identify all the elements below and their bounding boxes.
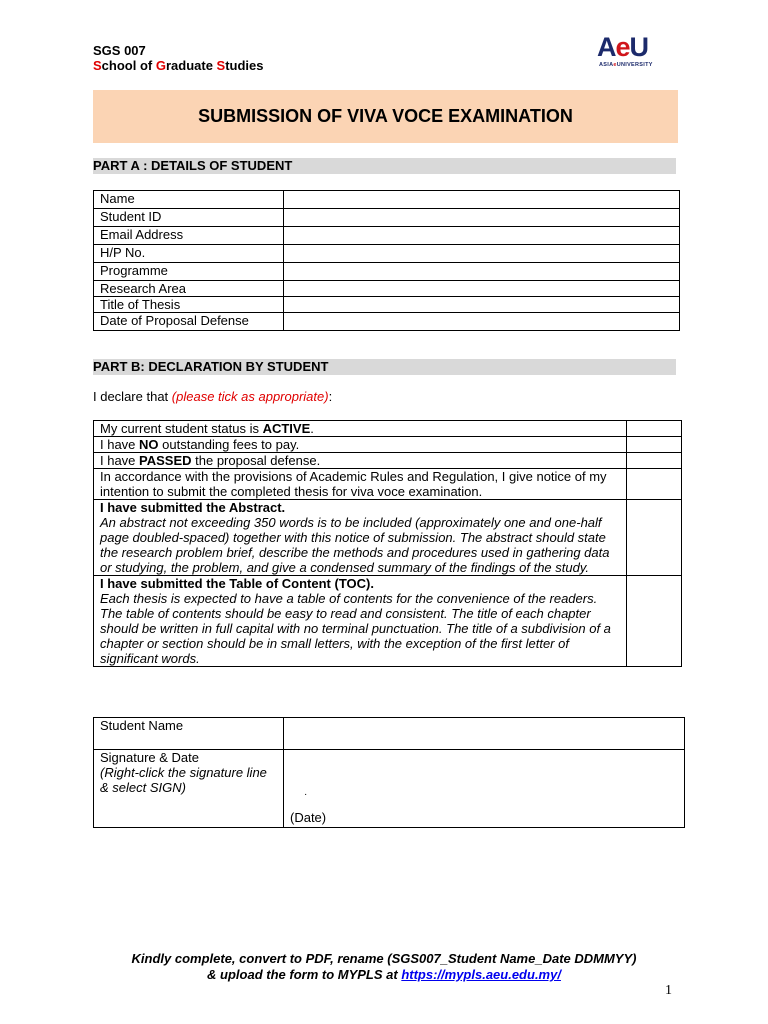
mypls-link[interactable]: https://mypls.aeu.edu.my/ xyxy=(401,967,561,982)
date-label: (Date) xyxy=(290,810,327,825)
declaration-text: I have PASSED the proposal defense. xyxy=(94,453,627,469)
student-detail-row xyxy=(94,297,680,313)
declaration-text: I have submitted the Abstract. An abstract not exceeding 350 words is to be included (approximately one and one-half page doubled-spaced) together with this notice of submission. The abstract should state the research problem brief, describe the methods and procedures used in gathering data or studying, the problem, and give a condensed summary of the findings of the study. xyxy=(94,500,627,576)
detail-input-cell[interactable] xyxy=(284,281,680,297)
tick-box[interactable] xyxy=(627,437,682,453)
detail-input-cell[interactable] xyxy=(284,209,680,227)
tick-box[interactable] xyxy=(627,500,682,576)
declaration-intro: I declare that (please tick as appropriate): xyxy=(93,389,333,404)
student-name-field[interactable] xyxy=(284,718,685,750)
tick-box[interactable] xyxy=(627,453,682,469)
detail-input-cell[interactable] xyxy=(284,245,680,263)
declaration-text: My current student status is ACTIVE. xyxy=(94,421,627,437)
tick-box[interactable] xyxy=(627,576,682,667)
page-number: 1 xyxy=(665,983,672,998)
detail-label: Date of Proposal Defense xyxy=(94,313,284,331)
detail-input-cell[interactable] xyxy=(284,227,680,245)
detail-input-cell[interactable] xyxy=(284,297,680,313)
declaration-row xyxy=(94,500,682,576)
student-detail-row xyxy=(94,245,680,263)
signature-label: Signature & Date (Right-click the signature line & select SIGN) xyxy=(94,750,284,828)
declaration-row xyxy=(94,453,682,469)
student-detail-row xyxy=(94,227,680,245)
footer-instruction: Kindly complete, convert to PDF, rename (SGS007_Student Name_Date DDMMYY) xyxy=(131,951,637,966)
student-detail-row xyxy=(94,209,680,227)
detail-input-cell[interactable] xyxy=(284,313,680,331)
detail-label: Title of Thesis xyxy=(94,297,284,313)
declaration-row xyxy=(94,421,682,437)
detail-label: Name xyxy=(94,191,284,209)
declaration-table xyxy=(93,420,682,667)
school-name: School of Graduate Studies xyxy=(93,58,264,73)
declaration-text: I have submitted the Table of Content (TOC). Each thesis is expected to have a table of contents for the convenience of the readers. The table of contents should be easy to read and consistent. The title of each chapter should be written in full capital with no terminal punctuation. The title of a subdivision of a chapter or section should be in small letters, with the exception of the first letter of significant words. xyxy=(94,576,627,667)
detail-input-cell[interactable] xyxy=(284,263,680,281)
form-title: SUBMISSION OF VIVA VOCE EXAMINATION xyxy=(93,90,678,143)
declaration-row xyxy=(94,576,682,667)
part-a-heading: PART A : DETAILS OF STUDENT xyxy=(93,158,676,174)
detail-input-cell[interactable] xyxy=(284,191,680,209)
declaration-text: I have NO outstanding fees to pay. xyxy=(94,437,627,453)
student-detail-row xyxy=(94,263,680,281)
declaration-text: In accordance with the provisions of Academic Rules and Regulation, I give notice of my intention to submit the completed thesis for viva voce examination. xyxy=(94,469,627,500)
form-code: SGS 007 xyxy=(93,43,146,58)
university-logo: AeU ASIAeUNIVERSITY xyxy=(597,32,653,68)
student-name-label: Student Name xyxy=(94,718,284,750)
detail-label: H/P No. xyxy=(94,245,284,263)
student-detail-row xyxy=(94,191,680,209)
tick-box[interactable] xyxy=(627,421,682,437)
student-detail-row xyxy=(94,281,680,297)
declaration-row xyxy=(94,469,682,500)
detail-label: Programme xyxy=(94,263,284,281)
student-detail-row xyxy=(94,313,680,331)
detail-label: Research Area xyxy=(94,281,284,297)
declaration-row xyxy=(94,437,682,453)
signature-table xyxy=(93,717,685,828)
signature-line-dot: · xyxy=(304,789,308,800)
signature-field[interactable] xyxy=(284,750,685,828)
part-b-heading: PART B: DECLARATION BY STUDENT xyxy=(93,359,676,375)
detail-label: Email Address xyxy=(94,227,284,245)
tick-box[interactable] xyxy=(627,469,682,500)
signature-hint: (Right-click the signature line & select SIGN) xyxy=(100,765,267,795)
detail-label: Student ID xyxy=(94,209,284,227)
student-details-table xyxy=(93,190,680,331)
footer-upload: & upload the form to MYPLS at https://mypls.aeu.edu.my/ xyxy=(207,967,561,982)
